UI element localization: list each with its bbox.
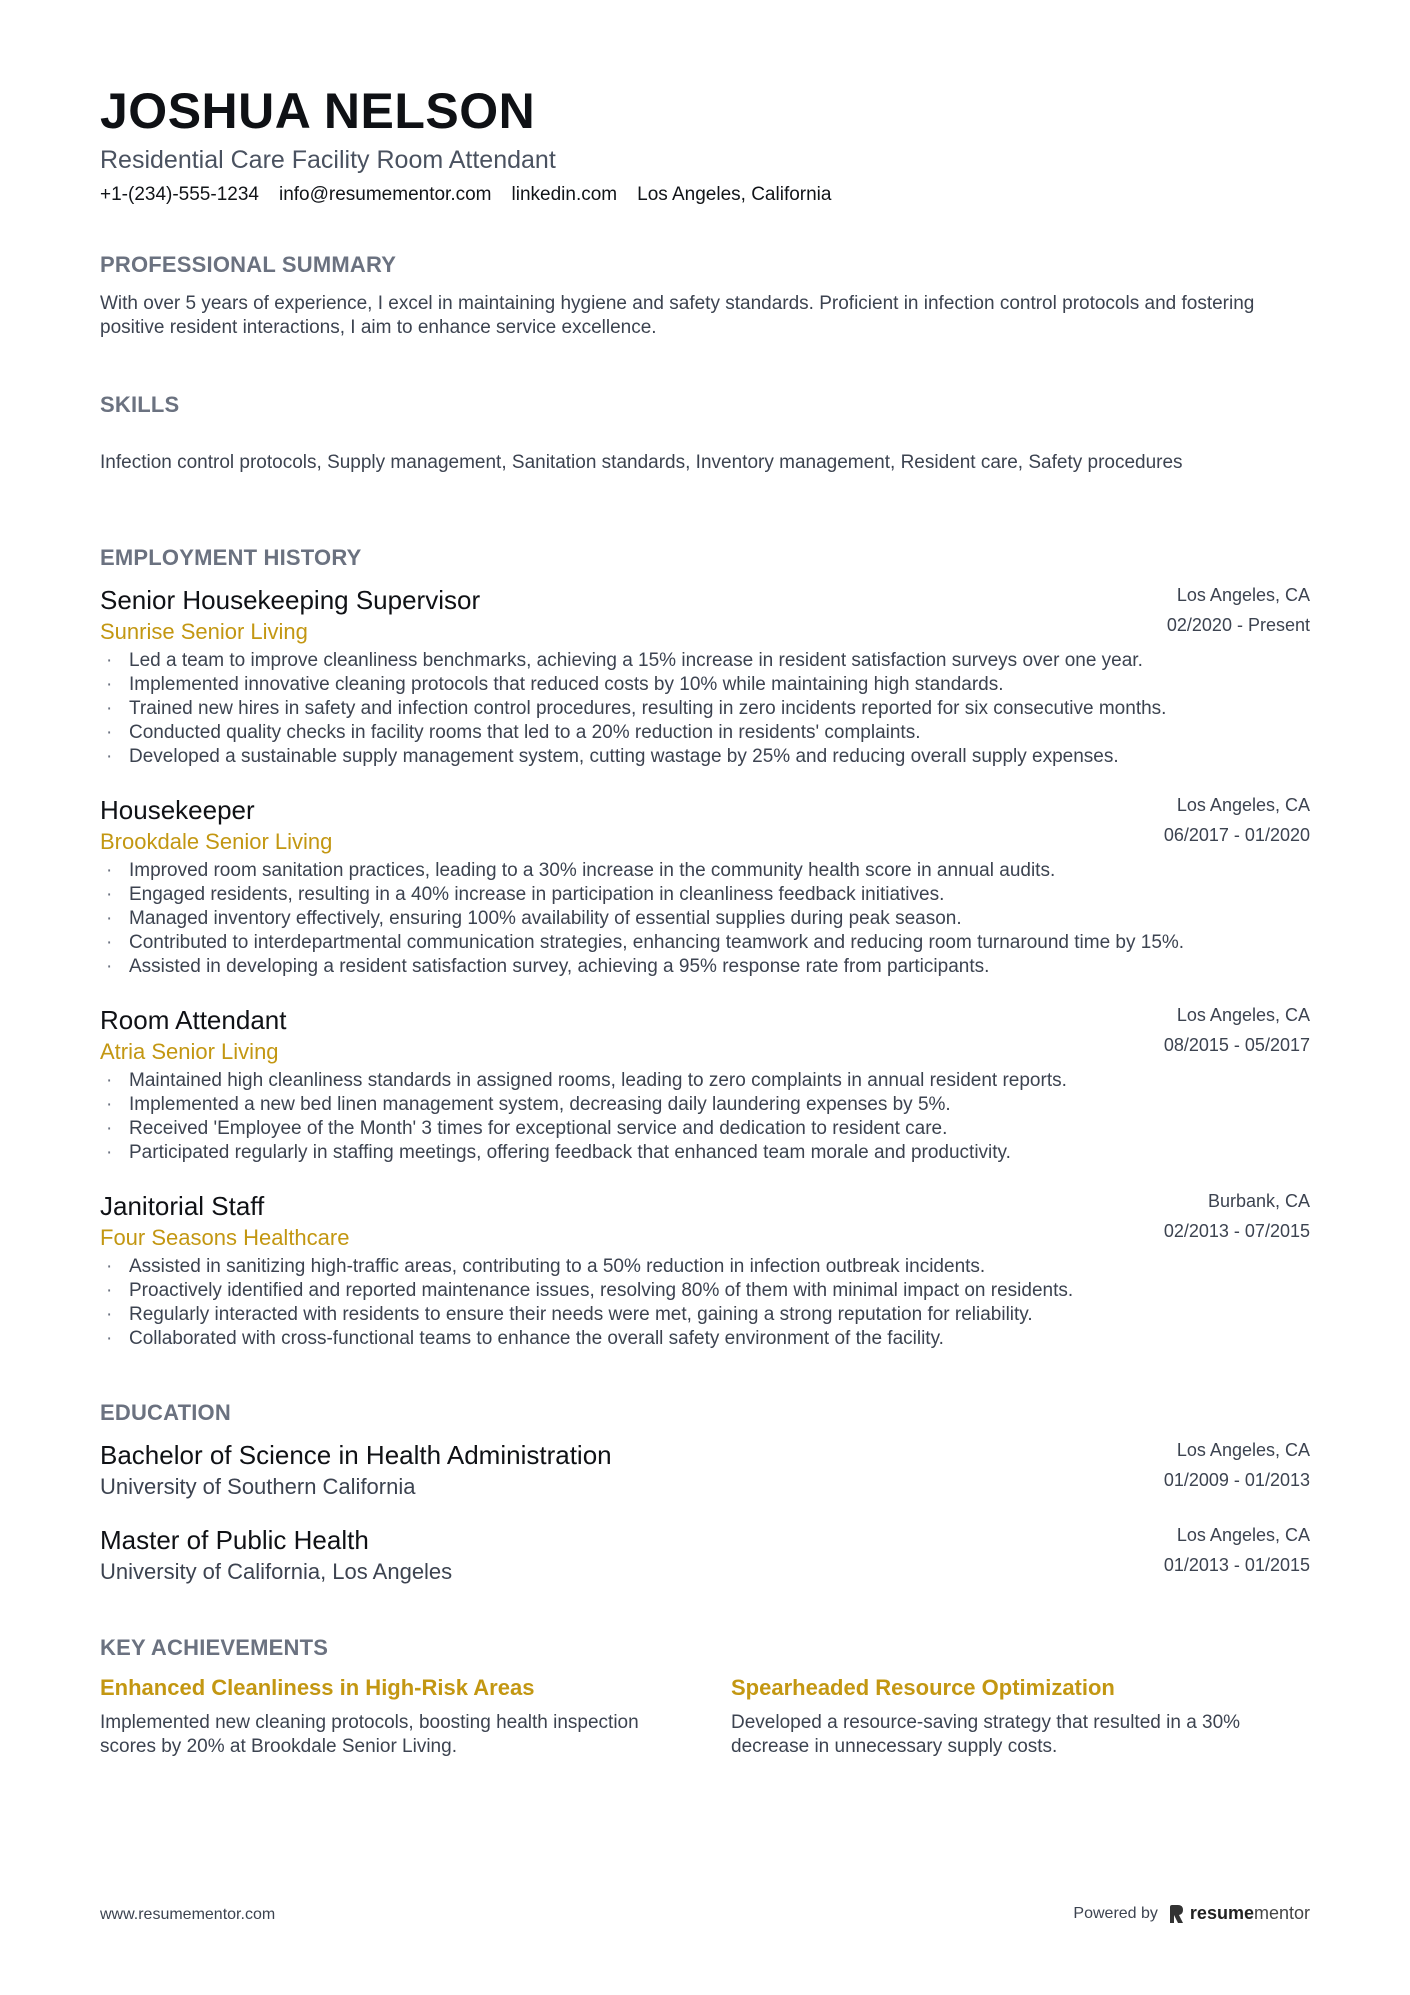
job-bullet: · Implemented a new bed linen management system, decreasing daily laundering expenses by 5%. bbox=[100, 1093, 1310, 1117]
job-bullet: · Engaged residents, resulting in a 40% increase in participation in cleanliness feedback initiatives. bbox=[100, 883, 1310, 907]
job-bullet: · Assisted in sanitizing high-traffic areas, contributing to a 50% reduction in infection outbreak incidents. bbox=[100, 1255, 1310, 1279]
candidate-name: JOSHUA NELSON bbox=[100, 83, 536, 139]
job-title: Janitorial Staff bbox=[100, 1191, 265, 1221]
job-bullet: · Proactively identified and reported maintenance issues, resolving 80% of them with minimal impact on residents. bbox=[100, 1279, 1310, 1303]
job-title: Housekeeper bbox=[100, 795, 255, 825]
powered-by bbox=[1073, 1903, 1310, 1924]
achievement-description: Implemented new cleaning protocols, boosting health inspection scores by 20% at Brookdale Senior Living. bbox=[100, 1712, 639, 1757]
job-title: Room Attendant bbox=[100, 1005, 287, 1035]
job-bullet: · Received 'Employee of the Month' 3 times for exceptional service and dedication to resident care. bbox=[100, 1117, 1310, 1141]
job-bullet: · Improved room sanitation practices, leading to a 30% increase in the community health score in annual audits. bbox=[100, 859, 1310, 883]
education-school: University of Southern California bbox=[100, 1474, 416, 1499]
education-heading: EDUCATION bbox=[100, 1400, 231, 1425]
job-dates: 02/2020 - Present bbox=[1166, 615, 1310, 635]
achievement-item bbox=[100, 1675, 660, 1759]
job-bullet: · Participated regularly in staffing meetings, offering feedback that enhanced team morale and productivity. bbox=[100, 1141, 1310, 1165]
job-bullet: · Managed inventory effectively, ensuring 100% availability of essential supplies during peak season. bbox=[100, 907, 1310, 931]
job-location: Los Angeles, CA bbox=[1176, 1005, 1310, 1025]
job-dates: 02/2013 - 07/2015 bbox=[1163, 1221, 1310, 1241]
job-entry bbox=[100, 1191, 1310, 1351]
summary-text: With over 5 years of experience, I excel in maintaining hygiene and safety standards. Proficient in infection control protocols and fostering positive resident interactions, I aim to enhance service excellence. bbox=[100, 293, 1255, 338]
skills-text: Infection control protocols, Supply management, Sanitation standards, Inventory management, Resident care, Safety procedures bbox=[100, 452, 1183, 473]
job-bullet: · Maintained high cleanliness standards in assigned rooms, leading to zero complaints in annual resident reports. bbox=[100, 1069, 1310, 1093]
job-bullet: · Developed a sustainable supply management system, cutting wastage by 25% and reducing overall supply expenses. bbox=[100, 745, 1310, 769]
contact-email[interactable]: info@resumementor.com bbox=[278, 184, 492, 205]
job-dates: 06/2017 - 01/2020 bbox=[1163, 825, 1310, 845]
job-company: Atria Senior Living bbox=[100, 1039, 279, 1064]
job-bullet: · Assisted in developing a resident satisfaction survey, achieving a 95% response rate from participants. bbox=[100, 955, 1310, 979]
job-company: Four Seasons Healthcare bbox=[100, 1225, 350, 1250]
achievement-description: Developed a resource-saving strategy that resulted in a 30% decrease in unnecessary supply costs. bbox=[731, 1712, 1241, 1757]
job-company: Brookdale Senior Living bbox=[100, 829, 333, 854]
achievement-title: Spearheaded Resource Optimization bbox=[731, 1675, 1115, 1700]
job-entry bbox=[100, 795, 1310, 979]
job-bullet: · Implemented innovative cleaning protocols that reduced costs by 10% while maintaining high standards. bbox=[100, 673, 1310, 697]
job-bullets bbox=[100, 859, 1310, 979]
education-degree: Master of Public Health bbox=[100, 1525, 369, 1555]
brand-name-light: mentor bbox=[1253, 1903, 1310, 1923]
job-bullet: · Led a team to improve cleanliness benchmarks, achieving a 15% increase in resident satisfaction surveys over one year. bbox=[100, 649, 1310, 673]
job-dates: 08/2015 - 05/2017 bbox=[1163, 1035, 1310, 1055]
skills-heading: SKILLS bbox=[100, 392, 180, 417]
education-degree: Bachelor of Science in Health Administration bbox=[100, 1440, 612, 1470]
contact-linkedin[interactable]: linkedin.com bbox=[511, 184, 618, 205]
job-bullets bbox=[100, 1069, 1310, 1165]
contact-location: Los Angeles, California bbox=[637, 184, 832, 205]
job-title: Senior Housekeeping Supervisor bbox=[100, 585, 481, 615]
education-dates: 01/2009 - 01/2013 bbox=[1163, 1470, 1310, 1490]
job-entry bbox=[100, 585, 1310, 769]
job-entry bbox=[100, 1005, 1310, 1165]
education-school: University of California, Los Angeles bbox=[100, 1559, 453, 1584]
job-bullet: · Collaborated with cross-functional teams to enhance the overall safety environment of the facility. bbox=[100, 1327, 1310, 1351]
education-location: Los Angeles, CA bbox=[1176, 1525, 1310, 1545]
job-bullet: · Regularly interacted with residents to ensure their needs were met, gaining a strong reputation for reliability. bbox=[100, 1303, 1310, 1327]
job-bullet: · Contributed to interdepartmental communication strategies, enhancing teamwork and reducing room turnaround time by 15%. bbox=[100, 931, 1310, 955]
candidate-role: Residential Care Facility Room Attendant bbox=[100, 146, 556, 174]
job-location: Los Angeles, CA bbox=[1176, 795, 1310, 815]
employment-heading: EMPLOYMENT HISTORY bbox=[100, 545, 362, 570]
powered-by-label: Powered by bbox=[1073, 1904, 1158, 1922]
education-entry bbox=[100, 1440, 1310, 1500]
summary-heading: PROFESSIONAL SUMMARY bbox=[100, 252, 397, 277]
achievement-title: Enhanced Cleanliness in High-Risk Areas bbox=[100, 1675, 535, 1700]
contact-line bbox=[100, 184, 831, 206]
brand-name-strong: resume bbox=[1189, 1903, 1254, 1923]
job-bullets bbox=[100, 1255, 1310, 1351]
resumementor-logo-icon bbox=[1168, 1904, 1186, 1924]
job-company: Sunrise Senior Living bbox=[100, 619, 308, 644]
achievements-heading: KEY ACHIEVEMENTS bbox=[100, 1635, 329, 1660]
footer-website-link[interactable]: www.resumementor.com bbox=[100, 1906, 276, 1923]
job-bullet: · Conducted quality checks in facility rooms that led to a 20% reduction in residents' complaints. bbox=[100, 721, 1310, 745]
achievement-item bbox=[731, 1675, 1291, 1759]
job-bullet: · Trained new hires in safety and infection control procedures, resulting in zero incidents reported for six consecutive months. bbox=[100, 697, 1310, 721]
education-location: Los Angeles, CA bbox=[1176, 1440, 1310, 1460]
job-location: Burbank, CA bbox=[1207, 1191, 1310, 1211]
job-bullets bbox=[100, 649, 1310, 769]
job-location: Los Angeles, CA bbox=[1176, 585, 1310, 605]
contact-phone[interactable]: +1-(234)-555-1234 bbox=[100, 184, 259, 205]
resumementor-logo[interactable] bbox=[1168, 1903, 1310, 1924]
education-dates: 01/2013 - 01/2015 bbox=[1163, 1555, 1310, 1575]
education-entry bbox=[100, 1525, 1310, 1585]
